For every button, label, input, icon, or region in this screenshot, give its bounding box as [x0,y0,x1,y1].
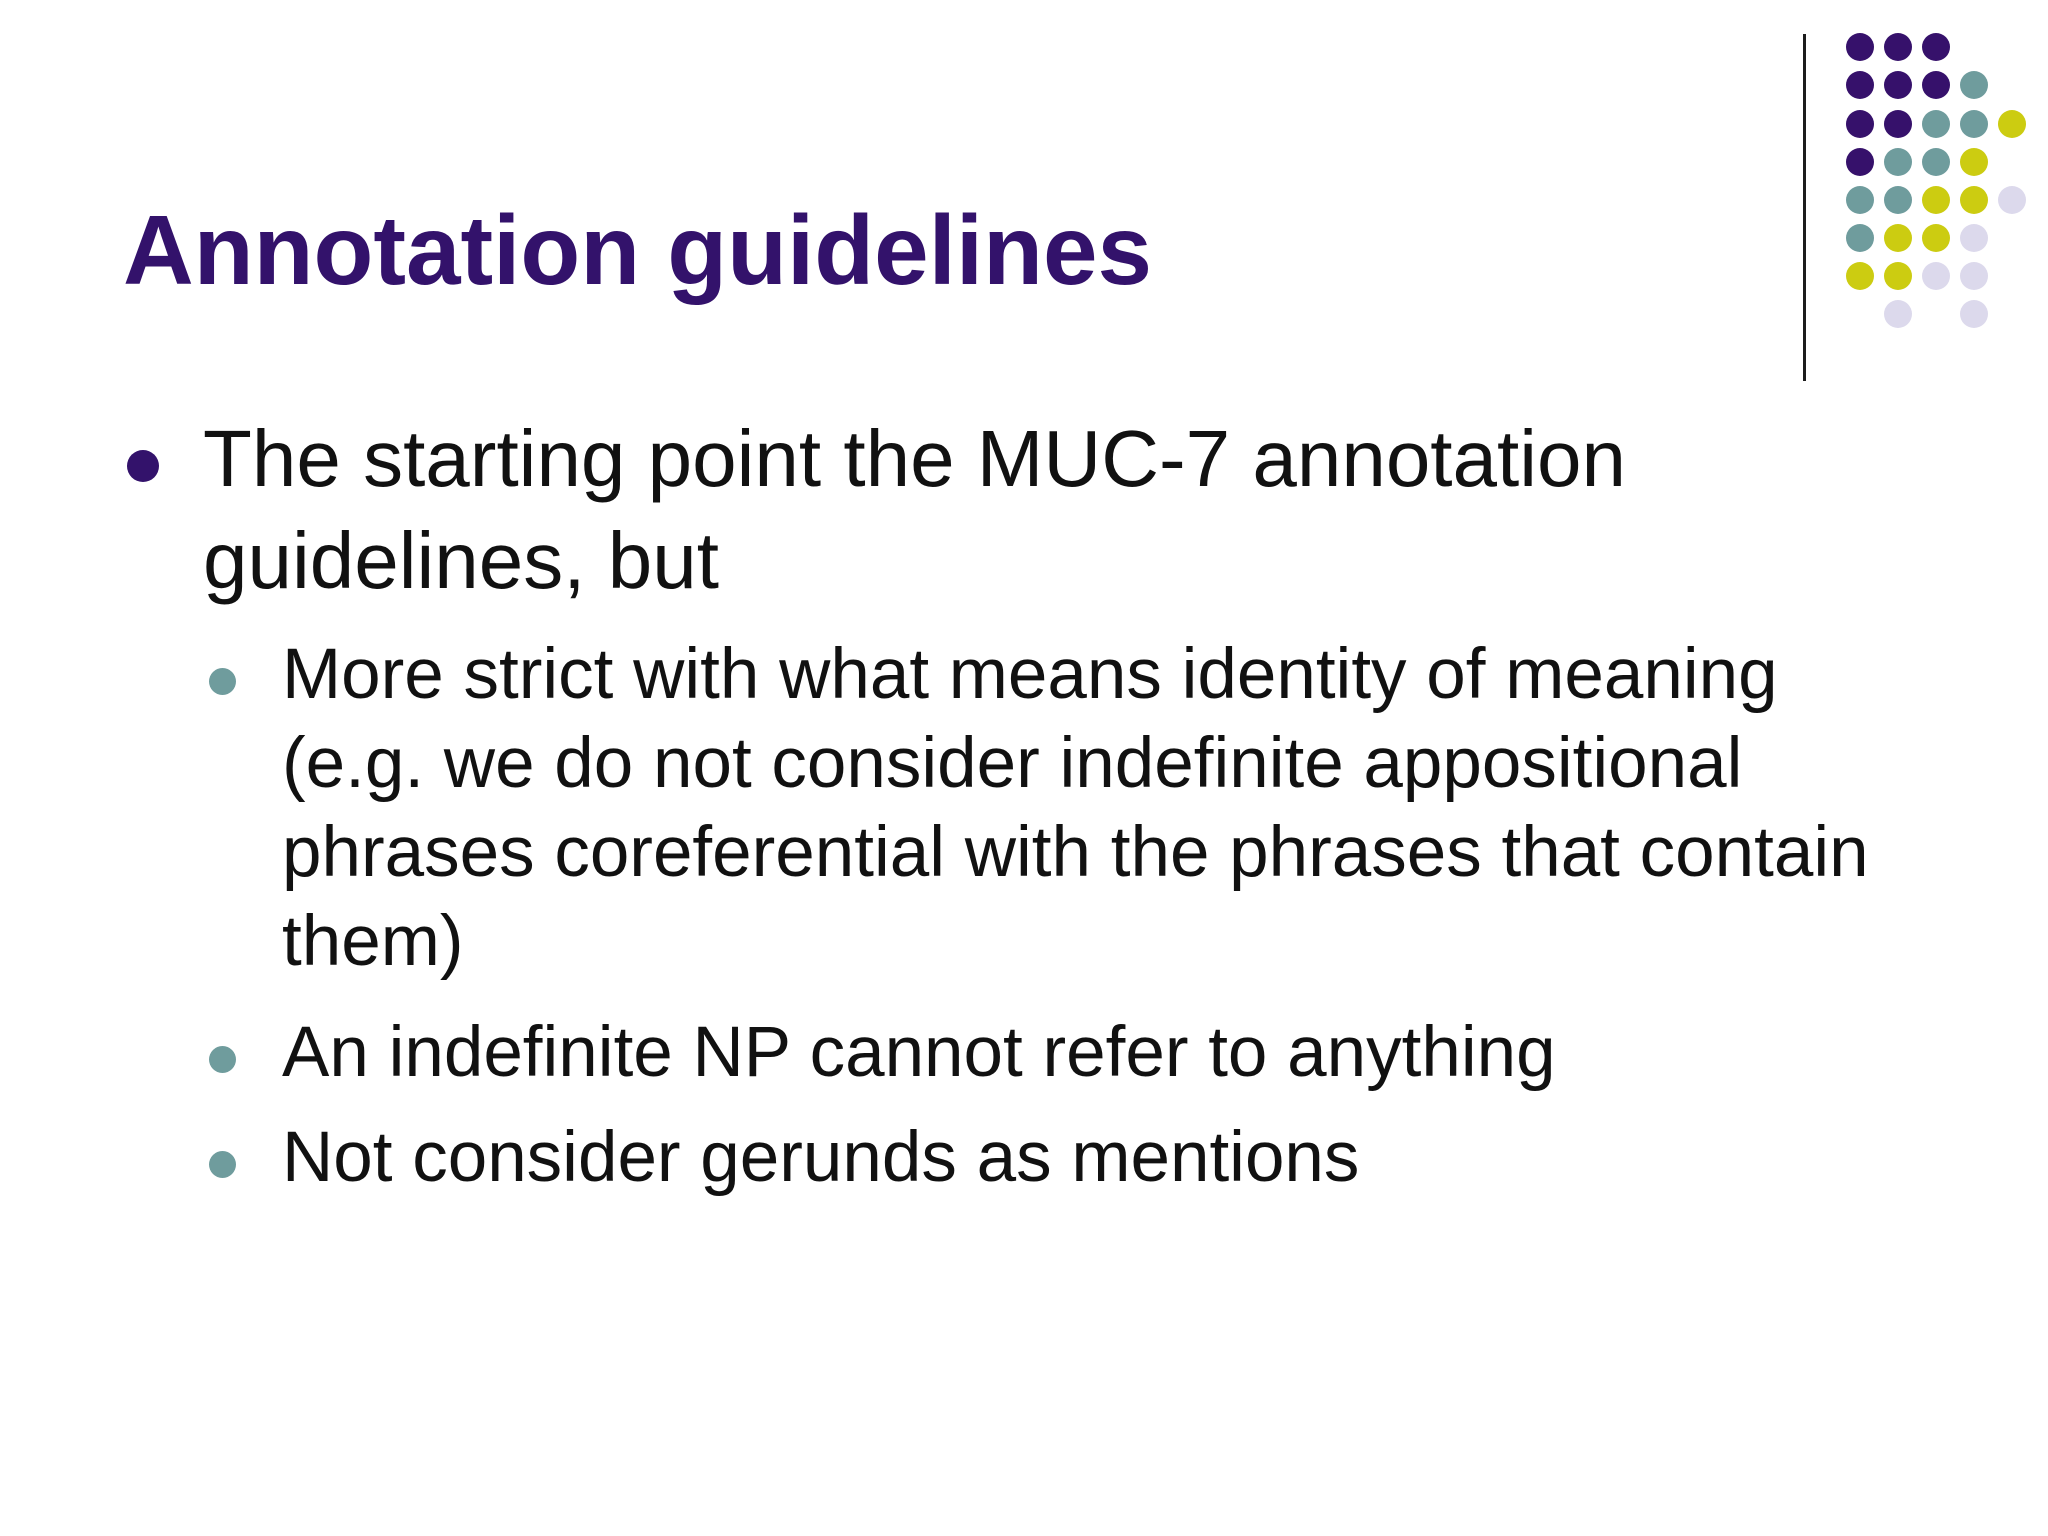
decorative-dot [1922,110,1950,138]
sub-bullet-icon [209,668,236,695]
decorative-dot [1922,262,1950,290]
bullet-text-level2: Not consider gerunds as mentions [282,1118,1360,1197]
decorative-dot [1846,71,1874,99]
decorative-dot [1884,33,1912,61]
decorative-dot [1846,33,1874,61]
decorative-dot [1846,110,1874,138]
sub-bullet-icon [209,1151,236,1178]
decorative-dot [1922,148,1950,176]
decorative-dot [1922,186,1950,214]
slide-title: Annotation guidelines [123,195,1152,305]
decorative-dot [1884,186,1912,214]
decorative-dot [1960,300,1988,328]
decorative-dot [1884,110,1912,138]
bullet-icon [127,450,159,482]
bullet-text-level2: More strict with what means identity of meaning (e.g. we do not consider indefinite appositional phrases coreferential with the phrases that contain them) [282,635,1869,981]
decorative-dot [1846,148,1874,176]
decorative-dot [1884,224,1912,252]
decorative-dot [1998,186,2026,214]
decorative-dot [1884,71,1912,99]
sub-bullet-icon [209,1046,236,1073]
decorative-dot [1960,186,1988,214]
decorative-dot [1884,148,1912,176]
decorative-dot [1884,300,1912,328]
decorative-dot [1846,186,1874,214]
decorative-dot [1884,262,1912,290]
decorative-dot [1922,224,1950,252]
decorative-dot [1846,262,1874,290]
decorative-dot [1922,71,1950,99]
decorative-dot [1960,110,1988,138]
decorative-dot [1922,33,1950,61]
decorative-dot [1960,71,1988,99]
bullet-text-level1: The starting point the MUC-7 annotation guidelines, but [203,414,1627,605]
decorative-dot [1960,262,1988,290]
bullet-text-level2: An indefinite NP cannot refer to anything [282,1013,1556,1092]
decorative-dot [1998,110,2026,138]
vertical-divider [1803,34,1806,381]
decorative-dot [1960,224,1988,252]
decorative-dot [1960,148,1988,176]
decorative-dot [1846,224,1874,252]
